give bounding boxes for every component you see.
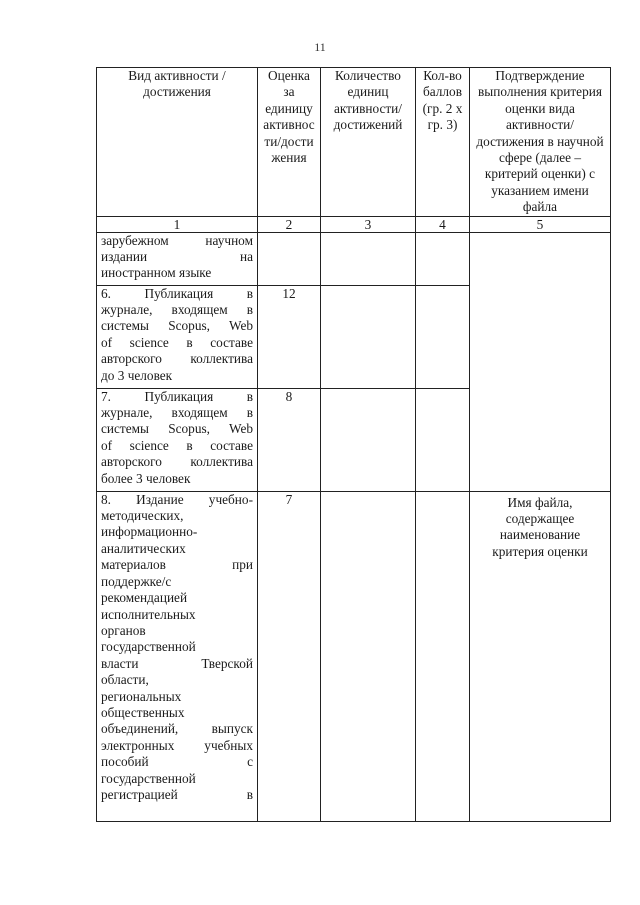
description-line: электронных учебных — [101, 737, 253, 753]
description-line: более 3 человек — [101, 470, 191, 486]
confirmation-cell-blank — [470, 232, 611, 491]
description-line: журнале, входящем в — [101, 302, 253, 318]
header-unit-score: Оценка за единицу активнос ти/дости жения — [258, 68, 321, 217]
column-number-1: 1 — [97, 216, 258, 232]
column-number-5: 5 — [470, 216, 611, 232]
description-line: издании на — [101, 249, 253, 265]
description-line: информационно- — [101, 524, 198, 540]
column-number-row — [97, 216, 611, 232]
row-quantity — [321, 388, 416, 491]
description-line: материалов при — [101, 557, 253, 573]
row-quantity — [321, 285, 416, 388]
row-unit-score — [258, 232, 321, 285]
description-line: объединений, выпуск — [101, 721, 253, 737]
description-line: авторского коллектива — [101, 454, 253, 470]
description-line: журнале, входящем в — [101, 405, 253, 421]
description-line: области, — [101, 672, 149, 688]
description-line: государственной — [101, 639, 196, 655]
row-points — [416, 285, 470, 388]
row-activity-description — [97, 285, 258, 388]
column-number-2: 2 — [258, 216, 321, 232]
description-line: аналитических — [101, 540, 186, 556]
description-line: региональных — [101, 688, 182, 704]
row-quantity — [321, 232, 416, 285]
header-confirmation: Подтверждение выполнения критерия оценки вида активности/ достижения в научной сфере (далее – критерий оценки) с указанием имени файла — [470, 68, 611, 217]
row-unit-score: 7 — [258, 491, 321, 821]
row-points — [416, 232, 470, 285]
description-line: регистрацией в — [101, 786, 253, 802]
description-line: иностранном языке — [101, 265, 212, 281]
description-line: of science в составе — [101, 437, 253, 453]
table-row — [97, 491, 611, 821]
header-activity-type: Вид активности / достижения — [97, 68, 258, 217]
description-line: общественных — [101, 704, 185, 720]
row-activity-description — [97, 232, 258, 285]
description-line: зарубежном научном — [101, 232, 253, 248]
description-line: 7. Публикация в — [101, 388, 253, 404]
column-number-4: 4 — [416, 216, 470, 232]
description-line: государственной — [101, 770, 196, 786]
header-quantity: Количество единиц активности/ достижений — [321, 68, 416, 217]
header-points: Кол-во баллов (гр. 2 х гр. 3) — [416, 68, 470, 217]
description-line: до 3 человек — [101, 367, 173, 383]
description-line: методических, — [101, 508, 184, 524]
row-unit-score: 12 — [258, 285, 321, 388]
description-line: пособий с — [101, 754, 253, 770]
description-line: исполнительных — [101, 606, 196, 622]
description-line: системы Scopus, Web — [101, 421, 253, 437]
confirmation-cell — [470, 491, 611, 821]
description-line: системы Scopus, Web — [101, 318, 253, 334]
row-activity-description — [97, 491, 258, 821]
column-number-3: 3 — [321, 216, 416, 232]
row-unit-score: 8 — [258, 388, 321, 491]
row-activity-description — [97, 388, 258, 491]
page-number: 11 — [314, 40, 326, 54]
description-line: авторского коллектива — [101, 351, 253, 367]
description-line: of science в составе — [101, 334, 253, 350]
description-line: рекомендацией — [101, 590, 188, 606]
row-quantity — [321, 491, 416, 821]
description-line: власти Тверской — [101, 655, 253, 671]
row-points — [416, 491, 470, 821]
description-line: органов — [101, 622, 146, 638]
description-line: поддержке/с — [101, 573, 172, 589]
description-line: 6. Публикация в — [101, 285, 253, 301]
confirmation-text: Имя файла, содержащее наименование критерия оценки — [492, 494, 588, 559]
activity-table — [96, 67, 611, 822]
table-header-row — [97, 68, 611, 217]
row-points — [416, 388, 470, 491]
table-row — [97, 232, 611, 285]
description-line: 8. Издание учебно- — [101, 491, 253, 507]
